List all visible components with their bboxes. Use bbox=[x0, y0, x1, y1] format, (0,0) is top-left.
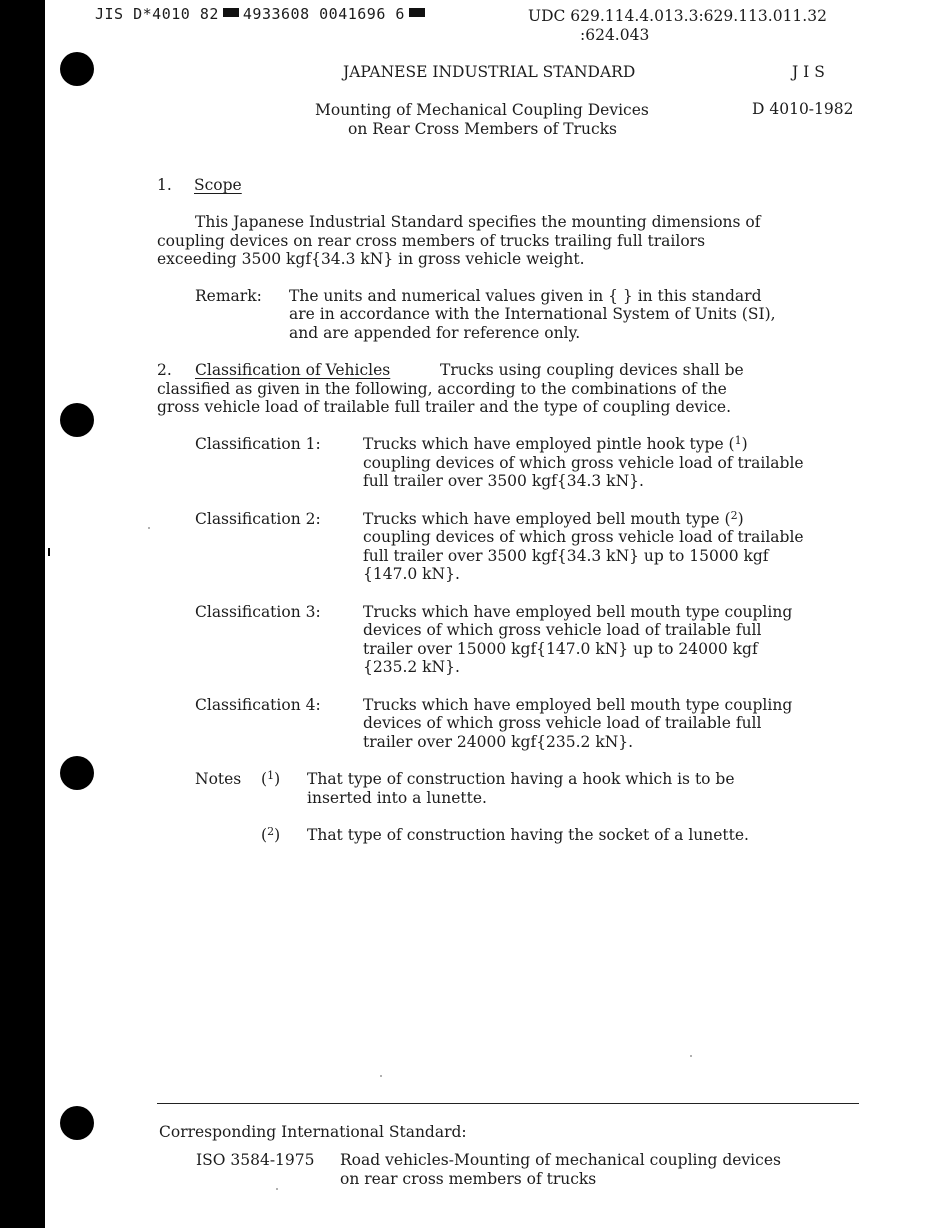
document-title-line-1: Mounting of Mechanical Coupling Devices bbox=[315, 101, 649, 119]
note-1-marker: ($^1$) bbox=[261, 769, 281, 788]
note-1-line: That type of construction having a hook which is to be bbox=[307, 770, 735, 788]
section-2-line: classified as given in the following, according to the combinations of the bbox=[157, 380, 727, 398]
classification-3-line: Trucks which have employed bell mouth type coupling bbox=[363, 603, 793, 621]
punch-hole bbox=[60, 756, 94, 790]
scope-line: exceeding 3500 kgf{34.3 kN} in gross vehicle weight. bbox=[157, 250, 585, 268]
note-2-line: That type of construction having the socket of a lunette. bbox=[307, 826, 749, 844]
classification-3-line: trailer over 15000 kgf{147.0 kN} up to 24000 kgf bbox=[363, 640, 758, 658]
scope-line: This Japanese Industrial Standard specifies the mounting dimensions of bbox=[195, 213, 761, 231]
footer-rule bbox=[157, 1103, 859, 1104]
notes-label: Notes bbox=[195, 770, 242, 788]
standard-name: JAPANESE INDUSTRIAL STANDARD bbox=[343, 63, 636, 81]
section-2-number: 2. bbox=[157, 361, 172, 379]
punch-hole bbox=[60, 1106, 94, 1140]
classification-3-line: {235.2 kN}. bbox=[363, 658, 460, 676]
classification-1-label: Classification 1: bbox=[195, 435, 321, 453]
classification-4-line: devices of which gross vehicle load of trailable full bbox=[363, 714, 762, 732]
section-2-line: Trucks using coupling devices shall be bbox=[440, 361, 744, 379]
classification-2-line: coupling devices of which gross vehicle load of trailable bbox=[363, 528, 804, 546]
catalog-code-left: JIS D*4010 82 bbox=[95, 5, 219, 23]
classification-2-line: full trailer over 3500 kgf{34.3 kN} up to 15000 kgf bbox=[363, 547, 769, 565]
classification-4-label: Classification 4: bbox=[195, 696, 321, 714]
section-2-heading: Classification of Vehicles bbox=[195, 361, 391, 379]
classification-2-label: Classification 2: bbox=[195, 510, 321, 528]
classification-1-line: coupling devices of which gross vehicle load of trailable bbox=[363, 454, 804, 472]
classification-2-line: {147.0 kN}. bbox=[363, 565, 460, 583]
classification-3-label: Classification 3: bbox=[195, 603, 321, 621]
note-2-marker: ($^2$) bbox=[261, 825, 281, 844]
classification-1-line: Trucks which have employed pintle hook type ($^1$) bbox=[363, 434, 748, 453]
redaction-block bbox=[223, 8, 239, 17]
note-1-line: inserted into a lunette. bbox=[307, 789, 487, 807]
section-2-line: gross vehicle load of trailable full trailer and the type of coupling device. bbox=[157, 398, 731, 416]
jis-mark: J I S bbox=[792, 63, 825, 81]
catalog-code-right: 4933608 0041696 6 bbox=[242, 5, 405, 23]
classification-1-line: full trailer over 3500 kgf{34.3 kN}. bbox=[363, 472, 644, 490]
punch-hole bbox=[60, 52, 94, 86]
redaction-block bbox=[409, 8, 425, 17]
standard-number: D 4010-1982 bbox=[752, 100, 854, 118]
classification-4-line: trailer over 24000 kgf{235.2 kN}. bbox=[363, 733, 634, 751]
catalog-code bbox=[95, 5, 429, 24]
remark-line: are in accordance with the International System of Units (SI), bbox=[289, 305, 776, 323]
section-1-number: 1. bbox=[157, 176, 172, 194]
international-standard-heading: Corresponding International Standard: bbox=[159, 1123, 467, 1141]
scan-speck bbox=[276, 1188, 278, 1190]
scan-tick-mark bbox=[48, 548, 50, 556]
iso-title-line-1: Road vehicles-Mounting of mechanical coupling devices bbox=[340, 1151, 781, 1169]
classification-4-line: Trucks which have employed bell mouth type coupling bbox=[363, 696, 793, 714]
scan-speck bbox=[148, 527, 150, 529]
remark-label: Remark: bbox=[195, 287, 262, 305]
udc-line-2: :624.043 bbox=[580, 26, 650, 44]
udc-line-1: UDC 629.114.4.013.3:629.113.011.32 bbox=[528, 7, 827, 25]
scan-speck bbox=[690, 1055, 692, 1057]
remark-line: The units and numerical values given in { } in this standard bbox=[289, 287, 762, 305]
classification-2-line: Trucks which have employed bell mouth type ($^2$) bbox=[363, 509, 744, 528]
section-1-heading: Scope bbox=[194, 176, 242, 194]
iso-number: ISO 3584-1975 bbox=[196, 1151, 315, 1169]
iso-title-line-2: on rear cross members of trucks bbox=[340, 1170, 597, 1188]
remark-line: and are appended for reference only. bbox=[289, 324, 581, 342]
document-title-line-2: on Rear Cross Members of Trucks bbox=[348, 120, 617, 138]
scan-speck bbox=[380, 1075, 382, 1077]
scan-binding-strip bbox=[0, 0, 45, 1228]
classification-3-line: devices of which gross vehicle load of trailable full bbox=[363, 621, 762, 639]
scope-line: coupling devices on rear cross members of trucks trailing full trailors bbox=[157, 232, 706, 250]
punch-hole bbox=[60, 403, 94, 437]
